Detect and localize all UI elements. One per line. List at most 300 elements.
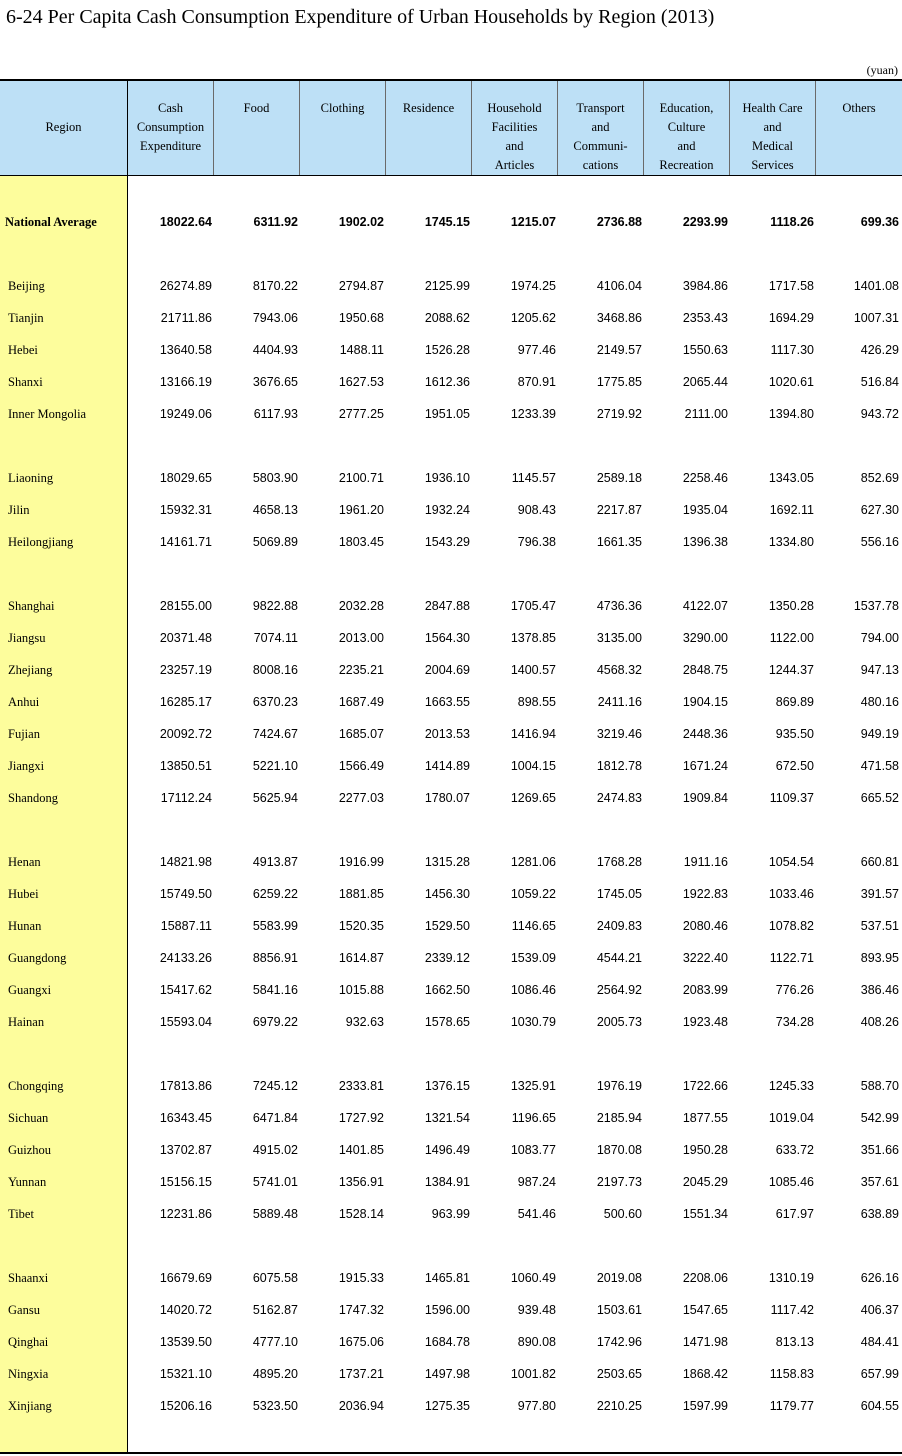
value-cell: 1564.30 [424, 631, 470, 645]
region-name: Sichuan [8, 1111, 49, 1125]
value-cell: 3290.00 [682, 631, 728, 645]
value-cell: 1627.53 [338, 375, 384, 389]
value-cell: 665.52 [860, 791, 899, 805]
value-cell: 1950.28 [682, 1143, 728, 1157]
value-cell: 813.13 [775, 1335, 814, 1349]
value-cell: 1396.38 [682, 535, 728, 549]
header-line: cations [582, 158, 619, 172]
value-cell: 1118.26 [770, 215, 814, 229]
value-cell: 1551.34 [682, 1207, 728, 1221]
value-cell: 943.72 [860, 407, 899, 421]
header-column [558, 81, 644, 175]
value-cell: 6471.84 [252, 1111, 298, 1125]
value-cell: 2088.62 [424, 311, 470, 325]
region-name: Heilongjiang [8, 535, 74, 549]
value-cell: 1233.39 [510, 407, 556, 421]
region-name: Xinjiang [8, 1399, 52, 1413]
header-line: Communi- [573, 139, 628, 153]
header-line: Health Care [742, 101, 803, 115]
value-cell: 351.66 [860, 1143, 899, 1157]
value-cell: 1471.98 [682, 1335, 728, 1349]
region-name: Shanxi [8, 375, 43, 389]
value-cell: 1117.30 [770, 343, 814, 357]
value-cell: 2019.08 [596, 1271, 642, 1285]
value-cell: 2185.94 [596, 1111, 642, 1125]
value-cell: 4777.10 [252, 1335, 298, 1349]
value-cell: 15321.10 [159, 1367, 212, 1381]
value-cell: 1158.83 [769, 1367, 814, 1381]
value-cell: 977.80 [517, 1399, 556, 1413]
region-name: Anhui [8, 695, 40, 709]
value-cell: 1950.68 [338, 311, 384, 325]
region-name: Jilin [8, 503, 30, 517]
header-column [128, 81, 214, 175]
value-cell: 1145.57 [511, 471, 556, 485]
region-name: Henan [8, 855, 41, 869]
region-name: Jiangsu [8, 631, 46, 645]
value-cell: 2208.06 [682, 1271, 728, 1285]
value-cell: 1932.24 [424, 503, 470, 517]
value-cell: 1662.50 [424, 983, 470, 997]
region-name: Qinghai [8, 1335, 49, 1349]
header-line: Transport [576, 101, 625, 115]
value-cell: 657.99 [860, 1367, 899, 1381]
value-cell: 1001.82 [510, 1367, 556, 1381]
value-cell: 1378.85 [510, 631, 556, 645]
value-cell: 6259.22 [252, 887, 298, 901]
table-row [0, 343, 902, 363]
value-cell: 893.95 [860, 951, 899, 965]
value-cell: 1881.85 [338, 887, 384, 901]
value-cell: 1612.36 [424, 375, 470, 389]
header-region: Region [45, 120, 82, 134]
value-cell: 1976.19 [596, 1079, 642, 1093]
value-cell: 1488.11 [339, 343, 384, 357]
value-cell: 3219.46 [596, 727, 642, 741]
value-cell: 5803.90 [252, 471, 298, 485]
value-cell: 8008.16 [252, 663, 298, 677]
value-cell: 7424.67 [252, 727, 298, 741]
region-name: Ningxia [8, 1367, 49, 1381]
value-cell: 3676.65 [252, 375, 298, 389]
data-table [0, 79, 902, 1455]
value-cell: 2503.65 [596, 1367, 642, 1381]
table-row [0, 279, 902, 299]
region-name: Hebei [8, 343, 38, 357]
value-cell: 2013.53 [424, 727, 470, 741]
value-cell: 1870.08 [596, 1143, 642, 1157]
value-cell: 1117.42 [770, 1303, 814, 1317]
value-cell: 1737.21 [338, 1367, 384, 1381]
header-line: Cash [158, 101, 183, 115]
value-cell: 1086.46 [510, 983, 556, 997]
value-cell: 1456.30 [424, 887, 470, 901]
value-cell: 1775.85 [596, 375, 642, 389]
value-cell: 516.84 [860, 375, 899, 389]
value-cell: 2409.83 [596, 919, 642, 933]
header-line: Food [243, 101, 270, 115]
value-cell: 1692.11 [769, 503, 814, 517]
value-cell: 386.46 [860, 983, 899, 997]
national-average-row [0, 215, 902, 235]
value-cell: 16679.69 [159, 1271, 212, 1285]
value-cell: 1614.87 [338, 951, 384, 965]
value-cell: 963.99 [431, 1207, 470, 1221]
value-cell: 1684.78 [424, 1335, 470, 1349]
region-name: Zhejiang [8, 663, 53, 677]
value-cell: 1401.08 [853, 279, 899, 293]
table-row [0, 599, 902, 619]
header-line: Medical [752, 139, 793, 153]
value-cell: 14161.71 [159, 535, 212, 549]
value-cell: 939.48 [517, 1303, 556, 1317]
value-cell: 1496.49 [424, 1143, 470, 1157]
value-cell: 1742.96 [596, 1335, 642, 1349]
value-cell: 1020.61 [768, 375, 814, 389]
value-cell: 1520.35 [338, 919, 384, 933]
value-cell: 2794.87 [338, 279, 384, 293]
value-cell: 1054.54 [768, 855, 814, 869]
value-cell: 1083.77 [510, 1143, 556, 1157]
value-cell: 6370.23 [252, 695, 298, 709]
header-column [472, 81, 558, 175]
value-cell: 1951.05 [424, 407, 470, 421]
value-cell: 1902.02 [338, 215, 384, 229]
value-cell: 2736.88 [596, 215, 642, 229]
value-cell: 796.38 [517, 535, 556, 549]
value-cell: 15932.31 [159, 503, 212, 517]
table-row [0, 663, 902, 683]
table-row [0, 791, 902, 811]
table-row [0, 1143, 902, 1163]
value-cell: 1275.35 [424, 1399, 470, 1413]
header-line: and [505, 139, 524, 153]
value-cell: 5741.01 [252, 1175, 298, 1189]
value-cell: 4544.21 [596, 951, 642, 965]
value-cell: 1745.15 [424, 215, 470, 229]
table-row [0, 1079, 902, 1099]
value-cell: 2065.44 [682, 375, 728, 389]
table-row [0, 311, 902, 331]
value-cell: 1245.33 [768, 1079, 814, 1093]
page-title: 6-24 Per Capita Cash Consumption Expenditure of Urban Households by Region (2013) [6, 6, 715, 28]
value-cell: 1909.84 [682, 791, 728, 805]
value-cell: 15887.11 [160, 919, 212, 933]
value-cell: 1334.80 [768, 535, 814, 549]
value-cell: 23257.19 [159, 663, 212, 677]
value-cell: 908.43 [517, 503, 556, 517]
value-cell: 1350.28 [768, 599, 814, 613]
table-row [0, 503, 902, 523]
value-cell: 1911.16 [683, 855, 728, 869]
value-cell: 1543.29 [424, 535, 470, 549]
table-row [0, 1303, 902, 1323]
value-cell: 869.89 [775, 695, 814, 709]
value-cell: 1059.22 [510, 887, 556, 901]
value-cell: 638.89 [860, 1207, 899, 1221]
region-name: Hainan [8, 1015, 45, 1029]
value-cell: 1033.46 [768, 887, 814, 901]
value-cell: 734.28 [775, 1015, 814, 1029]
region-name: Shandong [8, 791, 58, 805]
value-cell: 1394.80 [768, 407, 814, 421]
value-cell: 1528.14 [338, 1207, 384, 1221]
value-cell: 1722.66 [682, 1079, 728, 1093]
value-cell: 15417.62 [159, 983, 212, 997]
table-row [0, 1207, 902, 1227]
table-row [0, 375, 902, 395]
value-cell: 4106.04 [596, 279, 642, 293]
table-row [0, 695, 902, 715]
region-name: Shanghai [8, 599, 55, 613]
region-name: Fujian [8, 727, 40, 741]
value-cell: 870.91 [517, 375, 556, 389]
value-cell: 1694.29 [768, 311, 814, 325]
value-cell: 19249.06 [159, 407, 212, 421]
region-name: Tibet [8, 1207, 34, 1221]
value-cell: 1205.62 [510, 311, 556, 325]
value-cell: 18029.65 [159, 471, 212, 485]
value-cell: 2080.46 [682, 919, 728, 933]
value-cell: 2111.00 [684, 407, 728, 421]
value-cell: 1343.05 [768, 471, 814, 485]
value-cell: 633.72 [775, 1143, 814, 1157]
value-cell: 1550.63 [682, 343, 728, 357]
value-cell: 1915.33 [338, 1271, 384, 1285]
value-cell: 1414.89 [424, 759, 470, 773]
value-cell: 2235.21 [338, 663, 384, 677]
value-cell: 1922.83 [682, 887, 728, 901]
value-cell: 24133.26 [159, 951, 212, 965]
value-cell: 794.00 [860, 631, 899, 645]
value-cell: 1768.28 [596, 855, 642, 869]
table-row [0, 983, 902, 1003]
value-cell: 1401.85 [338, 1143, 384, 1157]
value-cell: 626.16 [860, 1271, 899, 1285]
region-column-background [0, 176, 127, 1452]
value-cell: 2045.29 [682, 1175, 728, 1189]
value-cell: 1060.49 [510, 1271, 556, 1285]
value-cell: 1961.20 [338, 503, 384, 517]
value-cell: 3468.86 [596, 311, 642, 325]
value-cell: 1356.91 [338, 1175, 384, 1189]
value-cell: 408.26 [860, 1015, 899, 1029]
value-cell: 1935.04 [682, 503, 728, 517]
value-cell: 1578.65 [424, 1015, 470, 1029]
value-cell: 1780.07 [424, 791, 470, 805]
table-row [0, 887, 902, 907]
value-cell: 541.46 [517, 1207, 556, 1221]
value-cell: 2589.18 [596, 471, 642, 485]
value-cell: 3222.40 [682, 951, 728, 965]
value-cell: 1547.65 [682, 1303, 728, 1317]
value-cell: 2032.28 [338, 599, 384, 613]
header-column [214, 81, 300, 175]
value-cell: 4568.32 [596, 663, 642, 677]
value-cell: 1019.04 [768, 1111, 814, 1125]
table-row [0, 951, 902, 971]
header-column [816, 81, 902, 175]
header-line: Consumption [136, 120, 205, 134]
value-cell: 4913.87 [252, 855, 298, 869]
value-cell: 28155.00 [159, 599, 212, 613]
value-cell: 391.57 [860, 887, 899, 901]
region-name: Inner Mongolia [8, 407, 87, 421]
value-cell: 5841.16 [252, 983, 298, 997]
value-cell: 2100.71 [338, 471, 384, 485]
value-cell: 2848.75 [682, 663, 728, 677]
table-row [0, 1015, 902, 1035]
value-cell: 1400.57 [510, 663, 556, 677]
value-cell: 890.08 [517, 1335, 556, 1349]
value-cell: 2036.94 [338, 1399, 384, 1413]
value-cell: 1015.88 [338, 983, 384, 997]
value-cell: 9822.88 [252, 599, 298, 613]
value-cell: 1004.15 [510, 759, 556, 773]
value-cell: 1687.49 [338, 695, 384, 709]
value-cell: 2777.25 [338, 407, 384, 421]
value-cell: 987.24 [517, 1175, 556, 1189]
value-cell: 2197.73 [596, 1175, 642, 1189]
value-cell: 5162.87 [252, 1303, 298, 1317]
value-cell: 2013.00 [338, 631, 384, 645]
value-cell: 932.63 [345, 1015, 384, 1029]
value-cell: 2339.12 [424, 951, 470, 965]
header-line: Recreation [659, 158, 714, 172]
table-row [0, 535, 902, 555]
value-cell: 20092.72 [159, 727, 212, 741]
value-cell: 5889.48 [252, 1207, 298, 1221]
region-name: Tianjin [8, 311, 44, 325]
value-cell: 15156.15 [159, 1175, 212, 1189]
value-cell: 1916.99 [338, 855, 384, 869]
value-cell: 6075.58 [252, 1271, 298, 1285]
value-cell: 2411.16 [597, 695, 642, 709]
value-cell: 2004.69 [424, 663, 470, 677]
value-cell: 8170.22 [252, 279, 298, 293]
value-cell: 1179.77 [769, 1399, 814, 1413]
value-cell: 617.97 [775, 1207, 814, 1221]
value-cell: 604.55 [860, 1399, 899, 1413]
value-cell: 16285.17 [159, 695, 212, 709]
value-cell: 17112.24 [160, 791, 212, 805]
value-cell: 1537.78 [853, 599, 899, 613]
value-cell: 1671.24 [682, 759, 728, 773]
table-bottom-rule [0, 1452, 902, 1454]
value-cell: 1315.28 [424, 855, 470, 869]
value-cell: 1803.45 [338, 535, 384, 549]
value-cell: 1675.06 [338, 1335, 384, 1349]
region-name: Chongqing [8, 1079, 64, 1093]
value-cell: 1936.10 [424, 471, 470, 485]
region-name: Guangxi [8, 983, 52, 997]
value-cell: 5323.50 [252, 1399, 298, 1413]
value-cell: 1376.15 [424, 1079, 470, 1093]
value-cell: 1269.65 [510, 791, 556, 805]
value-cell: 5625.94 [252, 791, 298, 805]
value-cell: 471.58 [860, 759, 899, 773]
value-cell: 1215.07 [510, 215, 556, 229]
value-cell: 15749.50 [159, 887, 212, 901]
header-line: Articles [494, 158, 535, 172]
value-cell: 406.37 [860, 1303, 899, 1317]
value-cell: 7245.12 [252, 1079, 298, 1093]
value-cell: 627.30 [860, 503, 899, 517]
value-cell: 1146.65 [511, 919, 556, 933]
table-row [0, 471, 902, 491]
value-cell: 4895.20 [252, 1367, 298, 1381]
header-line: Education, [659, 101, 714, 115]
value-cell: 2217.87 [596, 503, 642, 517]
table-row [0, 1367, 902, 1387]
value-cell: 898.55 [517, 695, 556, 709]
header-line: Others [842, 101, 876, 115]
header-column [730, 81, 816, 175]
value-cell: 2277.03 [338, 791, 384, 805]
value-cell: 1539.09 [510, 951, 556, 965]
value-cell: 1974.25 [510, 279, 556, 293]
value-cell: 3135.00 [596, 631, 642, 645]
value-cell: 26274.89 [159, 279, 212, 293]
value-cell: 2083.99 [682, 983, 728, 997]
value-cell: 4404.93 [252, 343, 298, 357]
value-cell: 1877.55 [682, 1111, 728, 1125]
region-name: Hunan [8, 919, 42, 933]
value-cell: 1923.48 [682, 1015, 728, 1029]
value-cell: 1030.79 [510, 1015, 556, 1029]
region-name: Liaoning [8, 471, 54, 485]
header-line: Household [487, 101, 542, 115]
value-cell: 480.16 [860, 695, 899, 709]
value-cell: 1109.37 [769, 791, 814, 805]
value-cell: 1497.98 [424, 1367, 470, 1381]
value-cell: 357.61 [860, 1175, 899, 1189]
value-cell: 1717.58 [768, 279, 814, 293]
header-line: Facilities [491, 120, 538, 134]
value-cell: 1685.07 [338, 727, 384, 741]
value-cell: 2719.92 [596, 407, 642, 421]
value-cell: 14020.72 [159, 1303, 212, 1317]
value-cell: 1663.55 [424, 695, 470, 709]
value-cell: 1812.78 [596, 759, 642, 773]
value-cell: 17813.86 [159, 1079, 212, 1093]
value-cell: 7074.11 [253, 631, 298, 645]
value-cell: 426.29 [860, 343, 899, 357]
value-cell: 2353.43 [682, 311, 728, 325]
header-column [644, 81, 730, 175]
value-cell: 699.36 [860, 215, 899, 229]
value-cell: 8856.91 [252, 951, 298, 965]
header-line: and [677, 139, 696, 153]
value-cell: 5069.89 [252, 535, 298, 549]
value-cell: 4658.13 [252, 503, 298, 517]
value-cell: 1007.31 [853, 311, 899, 325]
value-cell: 3984.86 [682, 279, 728, 293]
value-cell: 1597.99 [682, 1399, 728, 1413]
value-cell: 672.50 [775, 759, 814, 773]
header-column [300, 81, 386, 175]
value-cell: 500.60 [603, 1207, 642, 1221]
value-cell: 18022.64 [159, 215, 212, 229]
value-cell: 2448.36 [682, 727, 728, 741]
region-name: Gansu [8, 1303, 40, 1317]
header-line: Clothing [320, 101, 365, 115]
value-cell: 1705.47 [510, 599, 556, 613]
value-cell: 12231.86 [159, 1207, 212, 1221]
value-cell: 21711.86 [160, 311, 212, 325]
value-cell: 2333.81 [338, 1079, 384, 1093]
value-cell: 1529.50 [424, 919, 470, 933]
